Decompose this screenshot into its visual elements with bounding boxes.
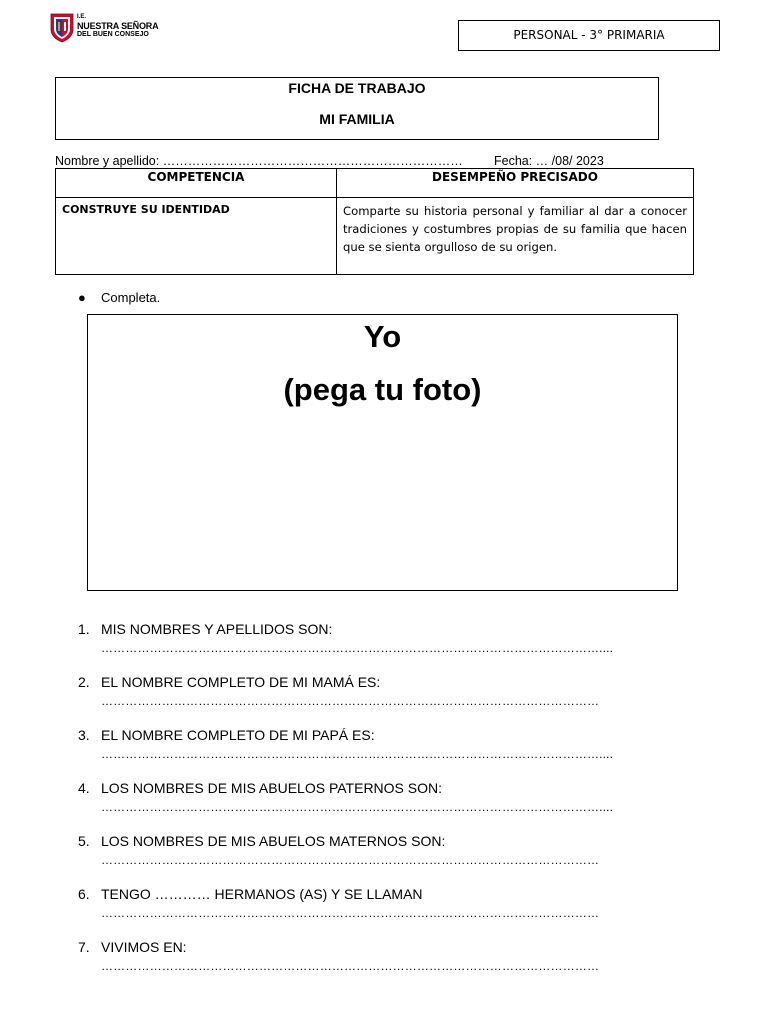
question-number: 6. bbox=[78, 886, 90, 902]
header-desempeno: DESEMPEÑO PRECISADO bbox=[337, 169, 694, 198]
grade-label-box: PERSONAL - 3° PRIMARIA bbox=[458, 20, 720, 51]
logo-text-name: NUESTRA SEÑORA bbox=[77, 21, 159, 31]
instruction bbox=[78, 290, 160, 305]
date-field[interactable]: Fecha: … /08/ 2023 bbox=[494, 154, 604, 168]
question-number: 3. bbox=[78, 727, 90, 743]
answer-line[interactable]: …………………………………………………………………………………………………………….... bbox=[101, 641, 614, 655]
question-number: 2. bbox=[78, 674, 90, 690]
question-text: TENGO ………… HERMANOS (AS) Y SE LLAMAN bbox=[101, 886, 423, 902]
answer-line[interactable]: …………………………………………………………………………………………………………… bbox=[101, 694, 600, 708]
instruction-text: Completa. bbox=[101, 290, 161, 305]
answer-line[interactable]: …………………………………………………………………………………………………………… bbox=[101, 906, 600, 920]
question-text: LOS NOMBRES DE MIS ABUELOS PATERNOS SON: bbox=[101, 780, 443, 796]
answer-line[interactable]: …………………………………………………………………………………………………………….... bbox=[101, 747, 614, 761]
school-logo bbox=[50, 13, 162, 45]
answer-line[interactable]: …………………………………………………………………………………………………………… bbox=[101, 853, 600, 867]
question-text: VIVIMOS EN: bbox=[101, 939, 187, 955]
question-text: MIS NOMBRES Y APELLIDOS SON: bbox=[101, 621, 333, 637]
photo-instruction: (pega tu foto) bbox=[283, 372, 482, 407]
worksheet-subtitle: MI FAMILIA bbox=[319, 111, 395, 127]
competence-table bbox=[55, 168, 694, 275]
question-text: EL NOMBRE COMPLETO DE MI PAPÁ ES: bbox=[101, 727, 375, 743]
table-header-row bbox=[56, 169, 694, 198]
bullet-icon: ● bbox=[78, 290, 86, 305]
header-competencia: COMPETENCIA bbox=[56, 169, 337, 198]
photo-title: Yo bbox=[363, 319, 402, 354]
logo-text-sub: DEL BUEN CONSEJO bbox=[77, 31, 149, 38]
title-box bbox=[55, 77, 659, 140]
answer-line[interactable]: …………………………………………………………………………………………………………… bbox=[101, 959, 600, 973]
question-number: 4. bbox=[78, 780, 90, 796]
question-text: LOS NOMBRES DE MIS ABUELOS MATERNOS SON: bbox=[101, 833, 446, 849]
student-name-field[interactable]: Nombre y apellido: ……………………………………………………………… bbox=[55, 154, 463, 168]
school-shield-icon bbox=[50, 13, 74, 43]
question-text: EL NOMBRE COMPLETO DE MI MAMÁ ES: bbox=[101, 674, 381, 690]
question-number: 7. bbox=[78, 939, 90, 955]
question-number: 1. bbox=[78, 621, 90, 637]
logo-text-ie: I.E. bbox=[77, 14, 87, 20]
photo-box[interactable] bbox=[87, 314, 678, 591]
answer-line[interactable]: …………………………………………………………………………………………………………….... bbox=[101, 800, 614, 814]
table-row bbox=[56, 198, 694, 275]
question-number: 5. bbox=[78, 833, 90, 849]
competence-name: CONSTRUYE SU IDENTIDAD bbox=[62, 203, 230, 216]
worksheet-title: FICHA DE TRABAJO bbox=[288, 80, 426, 96]
performance-cell bbox=[337, 198, 694, 275]
performance-text: Comparte su historia personal y familiar al dar a conocer tradiciones y costumbres propias de su familia que hacen que se sienta orgulloso de su origen. bbox=[343, 204, 687, 254]
competence-cell bbox=[56, 198, 337, 275]
